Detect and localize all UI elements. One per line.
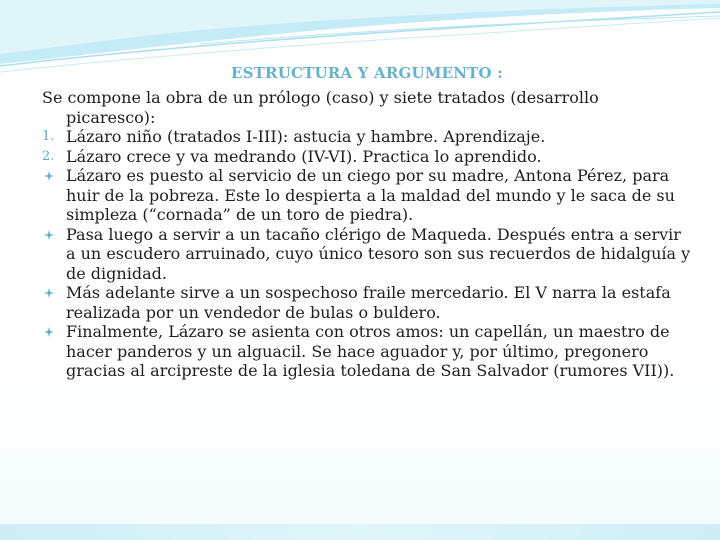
item-text: Lázaro es puesto al servicio de un ciego por su madre, Antona Pérez, para huir de la pobreza. Este lo despierta a la maldad del mundo y le saca de su simpleza (“cornada” de un toro de piedra). <box>66 166 675 224</box>
item-text: Lázaro niño (tratados I-III): astucia y hambre. Aprendizaje. <box>66 127 546 146</box>
slide-content <box>42 64 692 381</box>
intro-text: Se compone la obra de un prólogo (caso) y siete tratados (desarrollo picaresco): <box>42 88 599 127</box>
bullet-item-1 <box>42 166 692 225</box>
item-text: Más adelante sirve a un sospechoso fraile mercedario. El V narra la estafa realizada por un vendedor de bulas o buldero. <box>66 283 671 322</box>
item-text: Finalmente, Lázaro se asienta con otros amos: un capellán, un maestro de hacer panderos y un alguacil. Se hace aguador y, por último, pregonero gracias al arcipreste de la iglesia toledana de San Salvador (rumores VII)). <box>66 322 675 380</box>
item-text: Lázaro crece y va medrando (IV-VI). Practica lo aprendido. <box>66 146 542 166</box>
bullet-item-3 <box>42 283 692 322</box>
decorative-bottom-band <box>0 524 720 540</box>
item-number: 2. <box>42 148 55 164</box>
four-point-star-icon <box>44 327 54 337</box>
numbered-item-2 <box>42 147 692 167</box>
bullet-item-4 <box>42 322 692 381</box>
item-number: 1. <box>42 129 55 144</box>
four-point-star-icon <box>44 171 54 181</box>
four-point-star-icon <box>44 288 54 298</box>
slide-title: ESTRUCTURA Y ARGUMENTO : <box>231 64 503 82</box>
four-point-star-icon <box>44 230 54 240</box>
bullet-item-2 <box>42 225 692 284</box>
item-text: Pasa luego a servir a un tacaño clérigo de Maqueda. Después entra a servir a un escudero arruinado, cuyo único tesoro son sus recuerdos de hidalguía y de dignidad. <box>66 224 691 283</box>
numbered-item-1 <box>42 127 692 147</box>
